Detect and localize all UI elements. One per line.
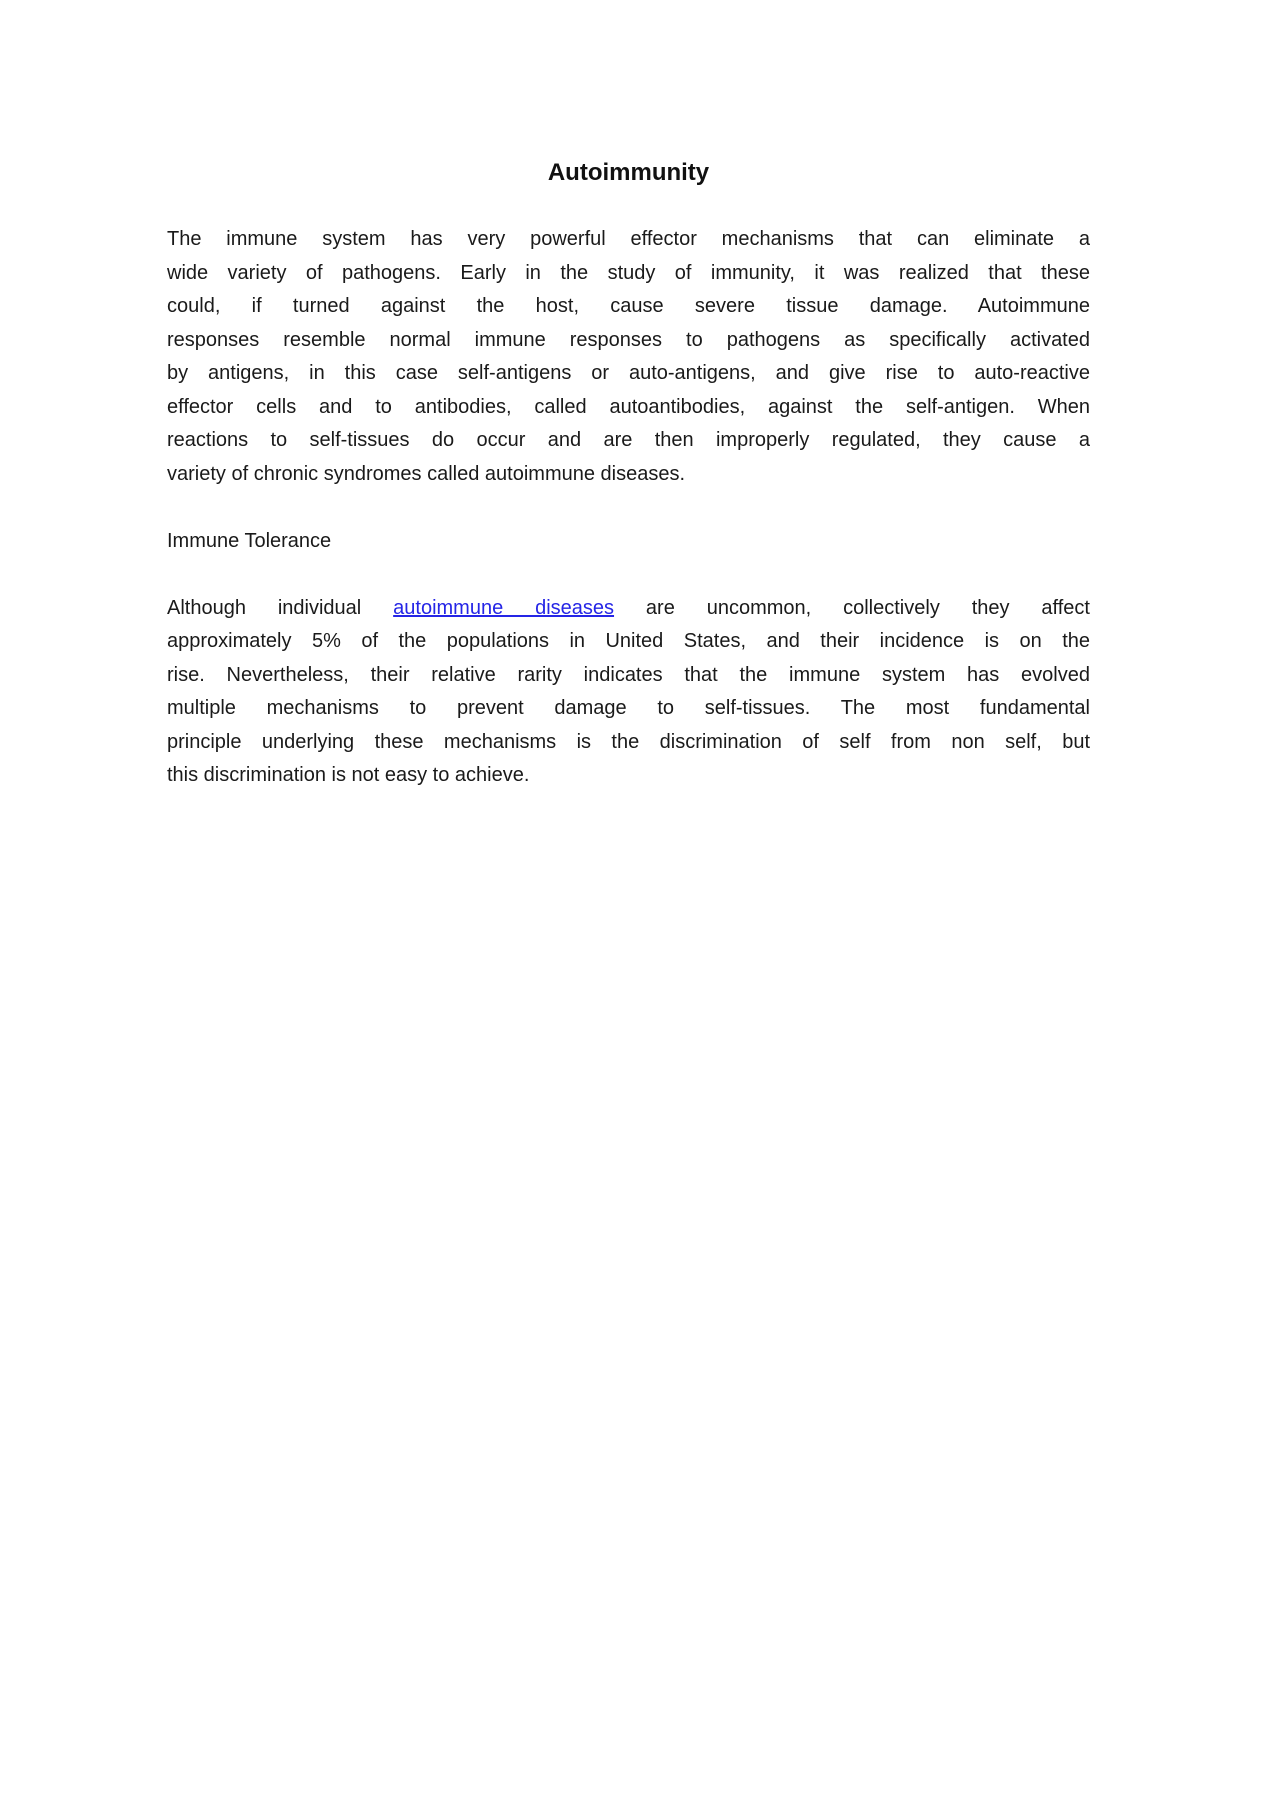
paragraph-1-line-5: by antigens, in this case self-antigens or auto-antigens, and give rise to auto-reactive: [167, 362, 1090, 384]
paragraph-1-line-8: variety of chronic syndromes called autoimmune diseases.: [167, 462, 686, 485]
paragraph-2-line-3: rise. Nevertheless, their relative rarity indicates that the immune system has evolved: [167, 663, 1090, 686]
text-before-link: Although individual: [167, 596, 394, 619]
paragraph-2: [167, 592, 1090, 793]
text-after-link: are uncommon, collectively they affect: [614, 596, 1090, 619]
paragraph-1-line-1: The immune system has very powerful effector mechanisms that can eliminate a: [167, 228, 1090, 250]
autoimmune-diseases-link[interactable]: autoimmune diseases: [393, 596, 615, 619]
paragraph-1-line-2: wide variety of pathogens. Early in the study of immunity, it was realized that these: [167, 261, 1090, 284]
paragraph-2-line-5: principle underlying these mechanisms is the discrimination of self from non self, but: [167, 730, 1090, 753]
section-heading-immune-tolerance: Immune Tolerance: [167, 529, 332, 552]
paragraph-2-line-1: [167, 592, 1090, 626]
paragraph-2-line-6: this discrimination is not easy to achieve.: [167, 764, 530, 786]
paragraph-1-line-4: responses resemble normal immune responses to pathogens as specifically activated: [167, 328, 1090, 351]
paragraph-1: [167, 223, 1090, 491]
document-title: Autoimmunity: [547, 159, 710, 186]
paragraph-2-line-4: multiple mechanisms to prevent damage to self-tissues. The most fundamental: [167, 697, 1090, 719]
paragraph-1-line-7: reactions to self-tissues do occur and are then improperly regulated, they cause a: [167, 429, 1090, 451]
paragraph-2-line-2: approximately 5% of the populations in United States, and their incidence is on the: [167, 630, 1090, 652]
paragraph-1-line-3: could, if turned against the host, cause severe tissue damage. Autoimmune: [167, 295, 1090, 317]
document-content: [167, 156, 1090, 793]
paragraph-1-line-6: effector cells and to antibodies, called autoantibodies, against the self-antigen. When: [167, 395, 1090, 418]
